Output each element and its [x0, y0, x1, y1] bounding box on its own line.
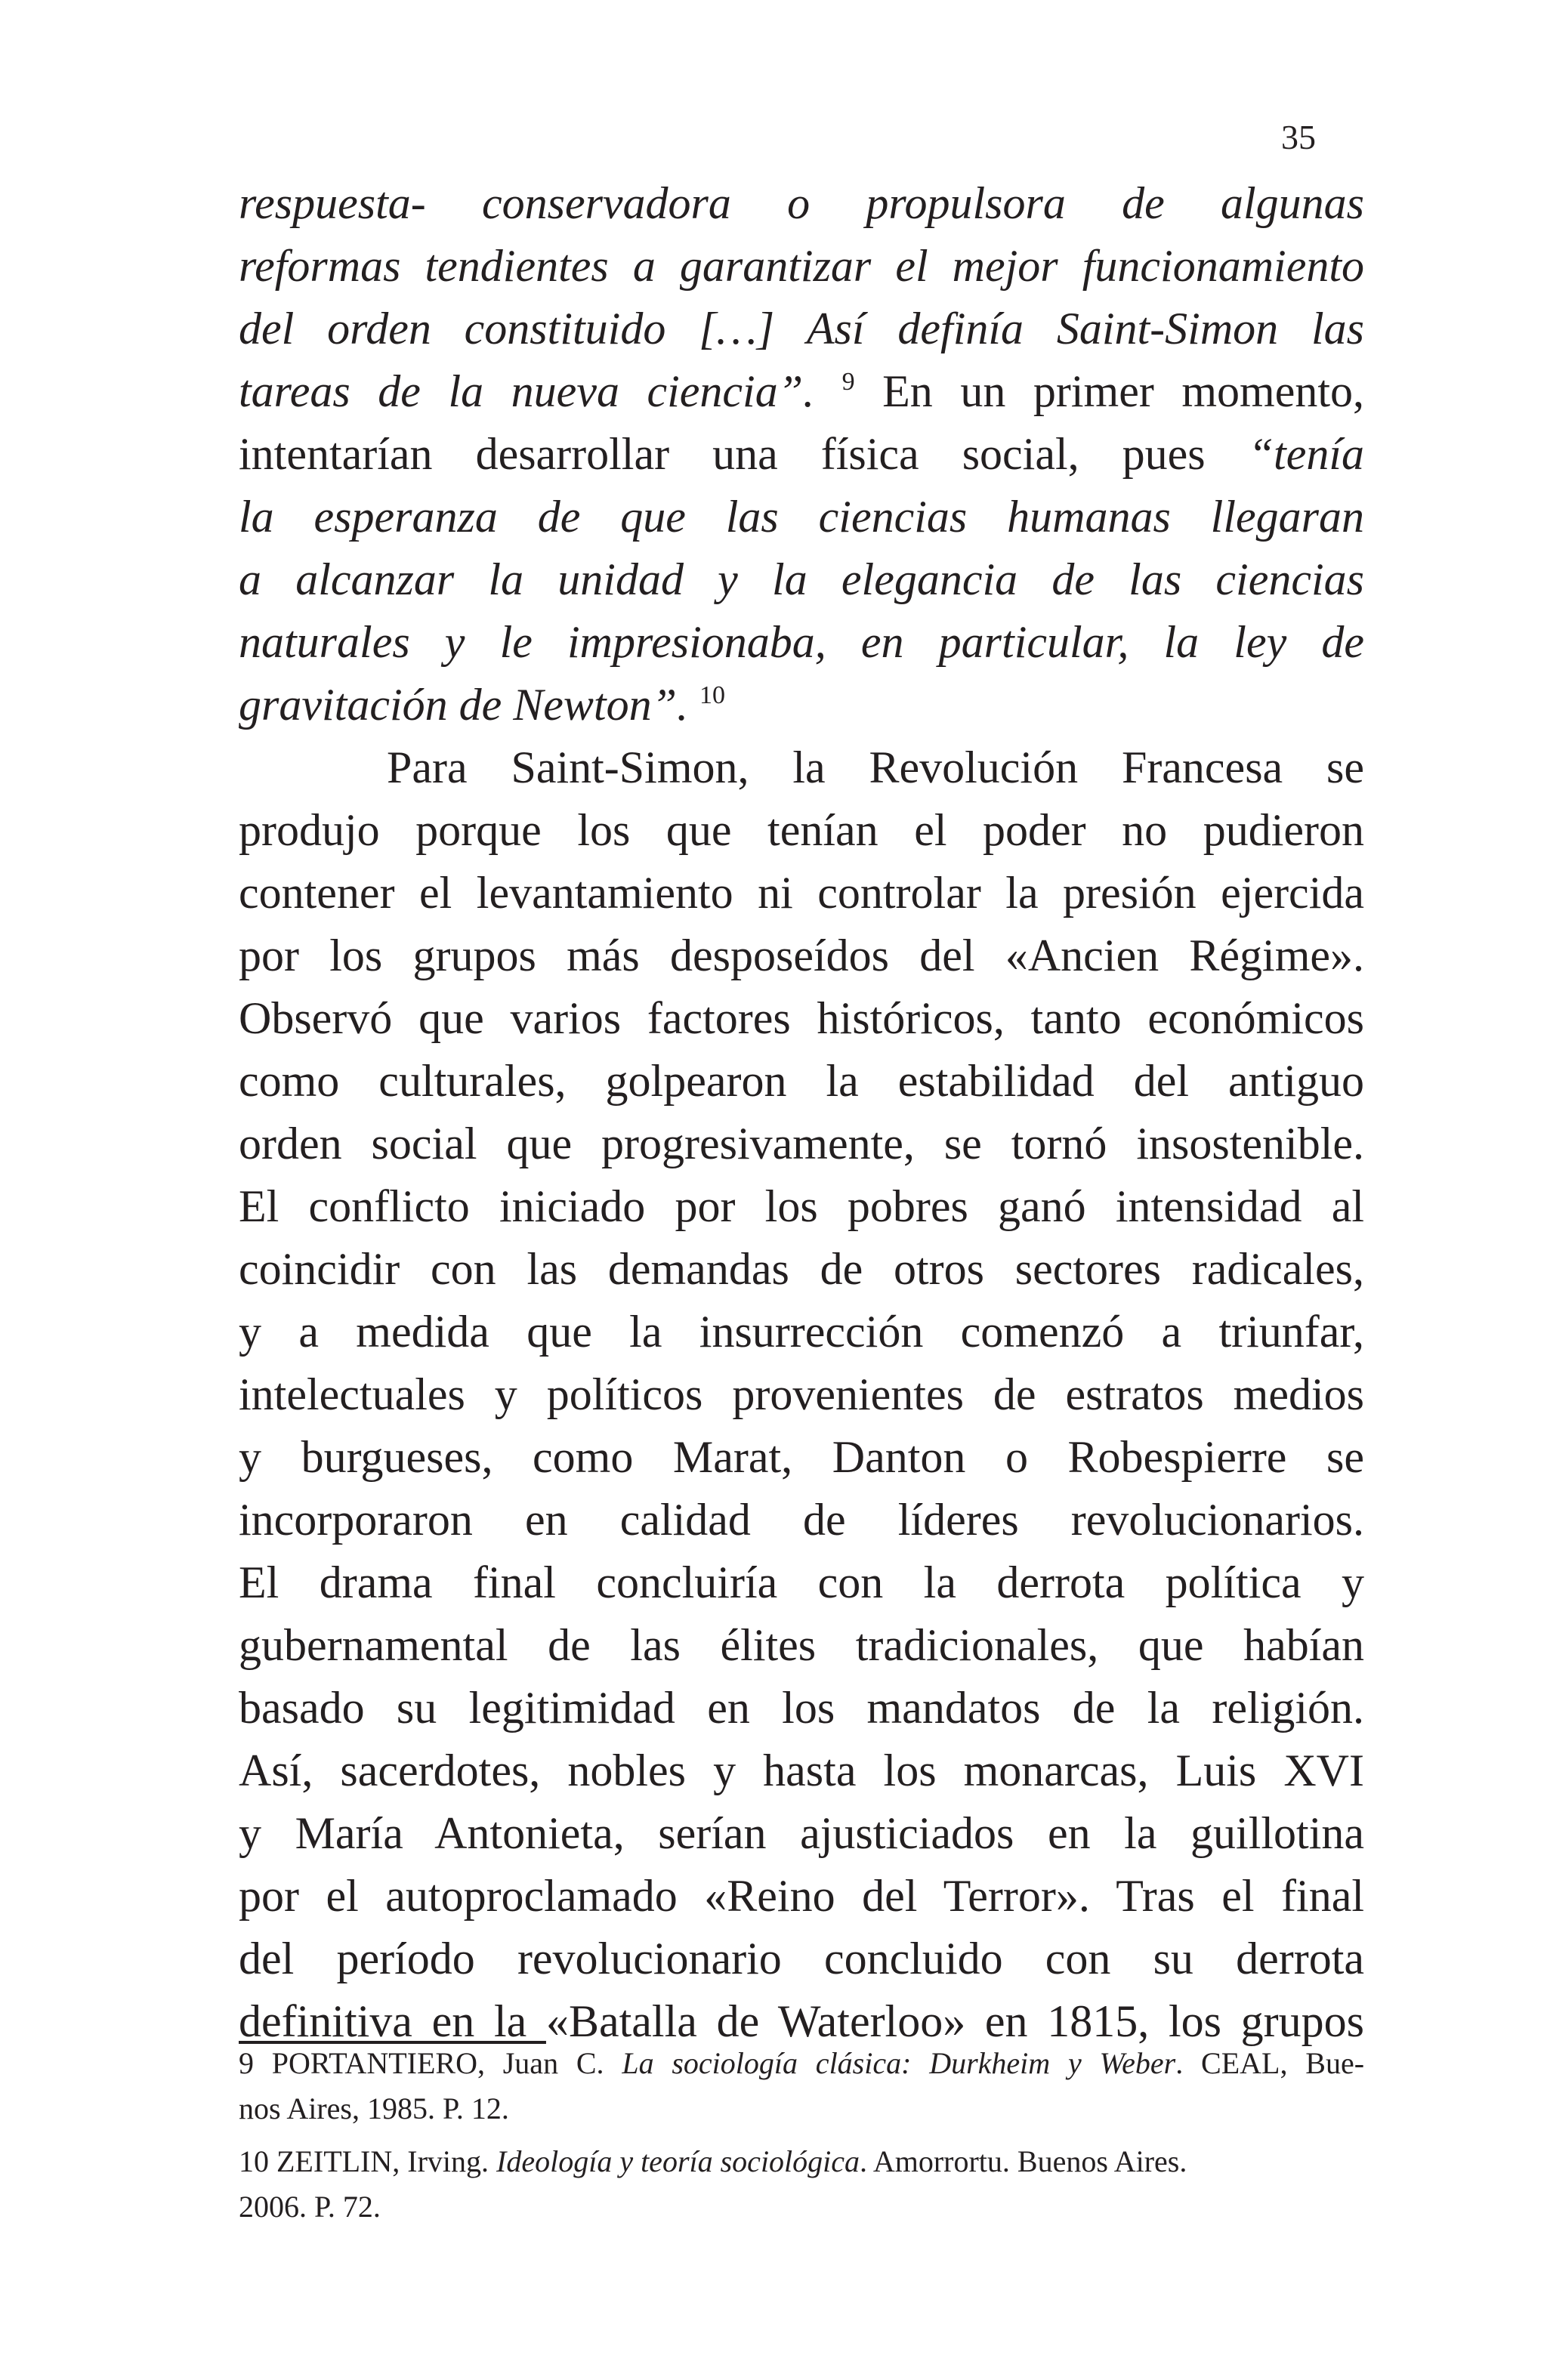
- text-segment: naturales y le impresionaba, en particular, la ley de: [239, 617, 1364, 667]
- text-segment: por el autoproclamado «Reino del Terror». Tras el final: [239, 1871, 1364, 1921]
- footnote-9: [239, 2041, 1364, 2132]
- text-line: [239, 235, 1364, 298]
- text-line: [239, 862, 1364, 925]
- text-line: [239, 736, 1364, 799]
- text-line: [239, 1928, 1364, 1990]
- text-segment: Para Saint-Simon, la Revolución Francesa se: [387, 742, 1364, 792]
- text-segment: y María Antonieta, serían ajusticiados en la guillotina: [239, 1808, 1364, 1858]
- text-segment: gubernamental de las élites tradicionales, que habían: [239, 1620, 1364, 1670]
- text-line: [239, 799, 1364, 862]
- page-number: 35: [1281, 118, 1316, 156]
- footnote-line: [239, 2184, 1364, 2230]
- text-line: [239, 925, 1364, 987]
- footnote-reference: 9: [841, 368, 855, 396]
- text-segment: intentarían desarrollar una física social, pues: [239, 429, 1249, 479]
- footnote-line: [239, 2139, 1364, 2184]
- text-line: [239, 1050, 1364, 1113]
- text-segment: Así, sacerdotes, nobles y hasta los monarcas, Luis XVI: [239, 1746, 1364, 1795]
- text-segment: gravitación de Newton”.: [239, 680, 699, 730]
- text-line: [239, 360, 1364, 423]
- text-segment: por los grupos más desposeídos del «Ancien Régime».: [239, 931, 1364, 980]
- text-segment: En un primer momento,: [854, 366, 1364, 416]
- text-segment: coincidir con las demandas de otros sectores radicales,: [239, 1244, 1364, 1294]
- text-line: [239, 674, 1364, 736]
- text-segment: produjo porque los que tenían el poder no pudieron: [239, 805, 1364, 855]
- text-line: [239, 423, 1364, 486]
- text-line: [239, 172, 1364, 235]
- text-line: [239, 486, 1364, 548]
- text-segment: La sociología clásica: Durkheim y Weber: [622, 2046, 1176, 2080]
- text-segment: definitiva en la: [239, 1996, 546, 2046]
- text-line: [239, 1739, 1364, 1802]
- text-line: [239, 1614, 1364, 1677]
- footnote-reference: 10: [699, 681, 725, 709]
- text-line: [239, 1301, 1364, 1363]
- text-segment: 9 PORTANTIERO, Juan C.: [239, 2046, 622, 2080]
- text-segment: tareas de la nueva ciencia”.: [239, 366, 842, 416]
- text-segment: El drama final concluiría con la derrota política y: [239, 1557, 1364, 1607]
- footnotes: [239, 2041, 1364, 2230]
- text-segment: y a medida que la insurrección comenzó a triunfar,: [239, 1307, 1364, 1357]
- text-line: [239, 298, 1364, 360]
- text-line: [239, 1113, 1364, 1175]
- text-segment: . Amorrortu. Buenos Aires.: [860, 2144, 1187, 2178]
- text-line: [239, 1551, 1364, 1614]
- text-segment: 2006. P. 72.: [239, 2190, 381, 2224]
- text-segment: incorporaron en calidad de líderes revolucionarios.: [239, 1495, 1364, 1545]
- text-segment: del período revolucionario concluido con su derrota: [239, 1934, 1364, 1983]
- text-segment: contener el levantamiento ni controlar la presión ejercida: [239, 868, 1364, 918]
- text-line: [239, 611, 1364, 674]
- text-line: [239, 548, 1364, 611]
- text-line: [239, 1489, 1364, 1551]
- text-segment: Observó que varios factores históricos, tanto económicos: [239, 993, 1364, 1043]
- text-segment: a alcanzar la unidad y la elegancia de las ciencias: [239, 554, 1364, 604]
- footnote-line: [239, 2086, 1364, 2132]
- text-segment: nos Aires, 1985. P. 12.: [239, 2091, 509, 2125]
- text-line: [239, 1175, 1364, 1238]
- text-segment: la esperanza de que las ciencias humanas llegaran: [239, 492, 1364, 542]
- text-segment: como culturales, golpearon la estabilidad del antiguo: [239, 1056, 1364, 1106]
- footnote-gap: [239, 2132, 1364, 2139]
- text-segment: Ideología y teoría sociológica: [496, 2144, 860, 2178]
- main-text: [239, 172, 1364, 2053]
- text-segment: respuesta- conservadora o propulsora de algunas: [239, 178, 1364, 228]
- text-segment: reformas tendientes a garantizar el mejor funcionamiento: [239, 241, 1364, 291]
- text-line: [239, 1426, 1364, 1489]
- text-line: [239, 1363, 1364, 1426]
- text-line: [239, 1677, 1364, 1739]
- text-line: [239, 987, 1364, 1050]
- text-line: [239, 1865, 1364, 1928]
- text-segment: . CEAL, Bue-: [1175, 2046, 1365, 2080]
- text-segment: del orden constituido […] Así definía Saint-Simon las: [239, 304, 1364, 353]
- text-segment: “tenía: [1248, 429, 1364, 479]
- text-segment: 10 ZEITLIN, Irving.: [239, 2144, 497, 2178]
- text-segment: El conflicto iniciado por los pobres ganó intensidad al: [239, 1181, 1364, 1231]
- text-segment: intelectuales y políticos provenientes de estratos medios: [239, 1369, 1364, 1419]
- footnote-line: [239, 2041, 1364, 2086]
- text-segment: y burgueses, como Marat, Danton o Robespierre se: [239, 1432, 1364, 1482]
- text-line: [239, 1238, 1364, 1301]
- text-segment: «Batalla de Waterloo» en 1815, los grupos: [545, 1996, 1364, 2046]
- footnote-10: [239, 2139, 1364, 2230]
- text-line: [239, 1802, 1364, 1865]
- text-segment: orden social que progresivamente, se tornó insostenible.: [239, 1119, 1364, 1168]
- text-segment: basado su legitimidad en los mandatos de la religión.: [239, 1683, 1364, 1733]
